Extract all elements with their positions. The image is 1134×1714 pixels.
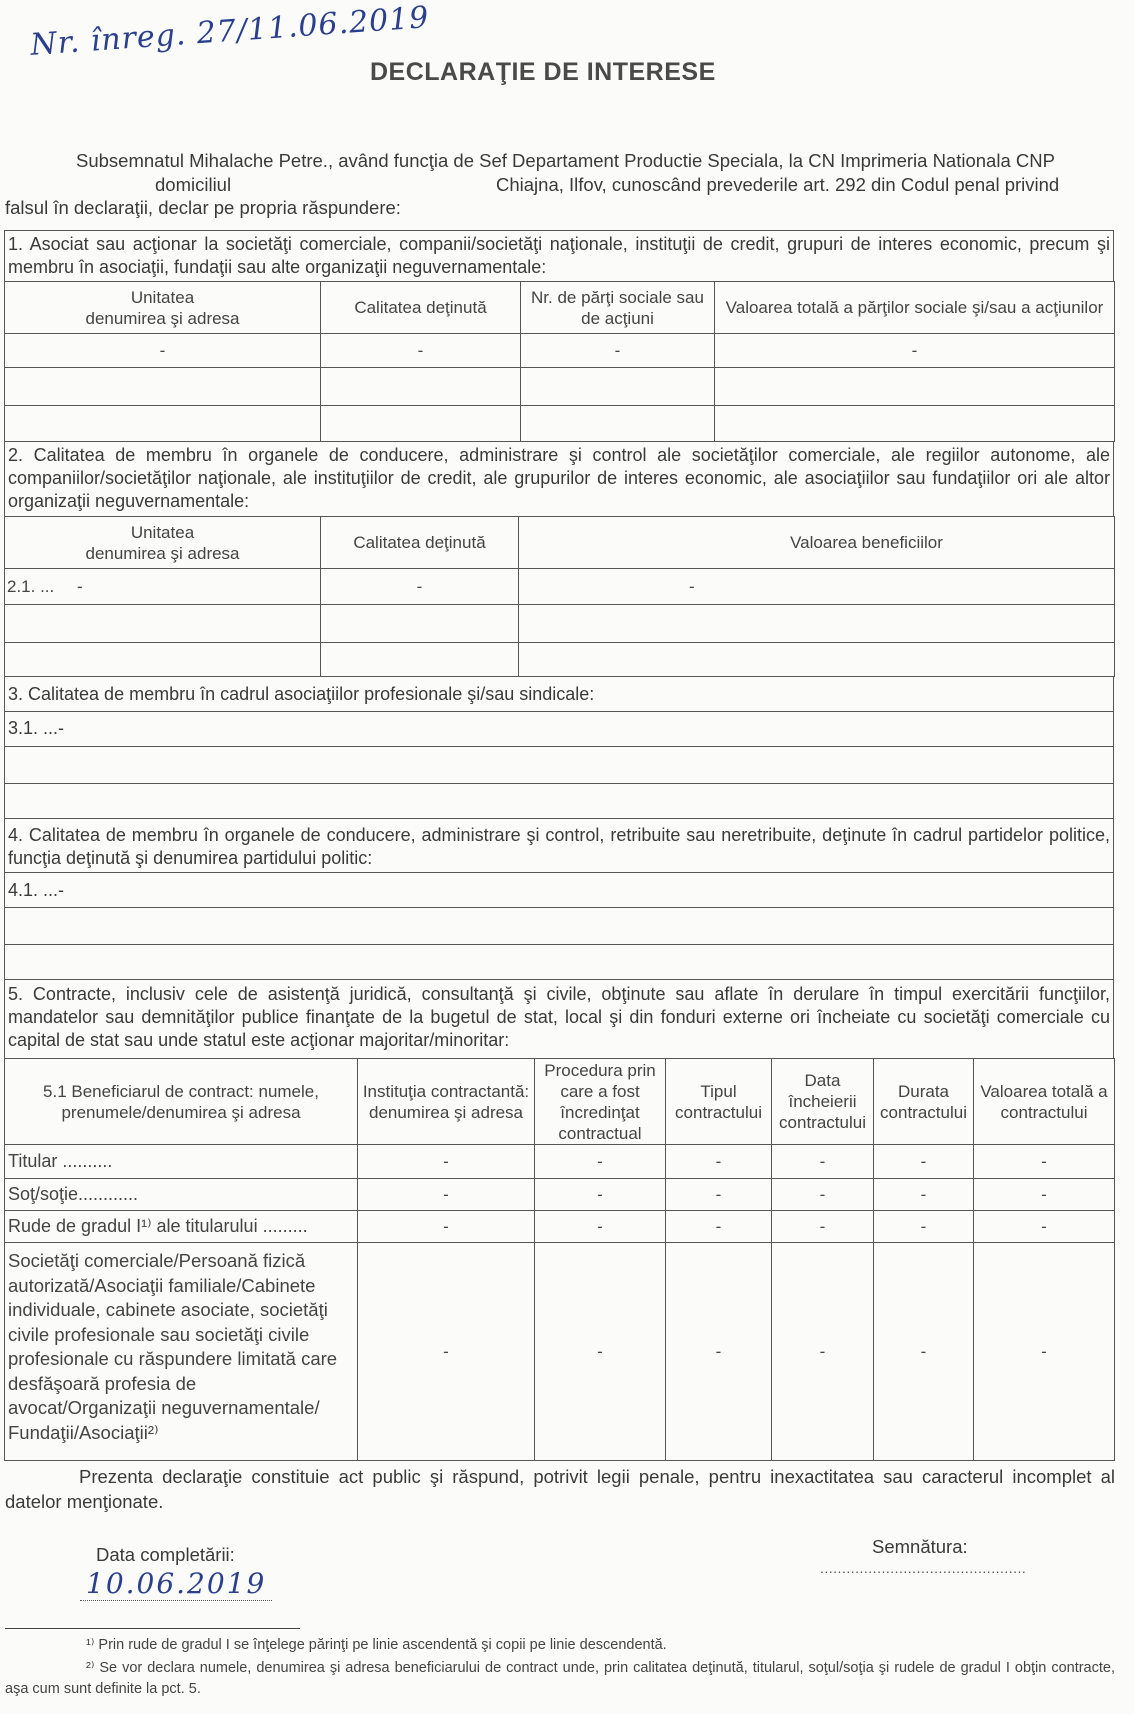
section-1-heading: 1. Asociat sau acţionar la societăţi comerciale, companii/societăţi naţionale, instituţii de credit, grupuri de interes economic, precum şi membru în asociaţii, fundaţii sau alte organizaţii neguvernamentale:	[4, 230, 1114, 282]
section-4-line-1: 4.1. ...-	[4, 872, 1114, 908]
s2-cell: -	[519, 569, 1115, 605]
s1-cell: -	[715, 334, 1115, 368]
section-5-heading: 5. Contracte, inclusiv cele de asistenţă juridică, consultanţă şi civile, obţinute sau aflate în derulare în timpul exercitării funcţiilor, mandatelor sau demnităţilor publice finanţate de la bugetul de stat, local şi din fonduri externe ori încheiate cu societăţi comerciale cu capital de stat sau unde statul este acţionar majoritar/minoritar:	[4, 979, 1114, 1059]
s1-cell	[715, 406, 1115, 442]
s2-cell	[519, 605, 1115, 643]
s1-cell	[521, 368, 715, 406]
s1-cell	[715, 368, 1115, 406]
s2-header-valoarea: Valoarea beneficiilor	[519, 517, 1115, 569]
s1-header-valoarea: Valoarea totală a părţilor sociale şi/sau a acţiunilor	[715, 282, 1115, 334]
s5-header-valoarea: Valoarea totală a contractului	[974, 1059, 1115, 1145]
s1-cell: -	[521, 334, 715, 368]
s5-cell: -	[874, 1179, 974, 1211]
s2-cell	[5, 569, 321, 605]
closing-statement: Prezenta declaraţie constituie act public şi răspund, potrivit legii penale, pentru inexactitatea sau caracterul incomplet al datelor menţionate.	[5, 1466, 1115, 1512]
s5-cell: -	[772, 1211, 874, 1243]
s5-row-label-sot: Soţ/soţie............	[5, 1179, 358, 1211]
s5-cell: -	[772, 1179, 874, 1211]
s5-cell: -	[772, 1243, 874, 1461]
s2-row-prefix: 2.1. ...	[7, 577, 55, 596]
s2-cell-value: -	[76, 577, 83, 596]
s5-cell: -	[666, 1179, 772, 1211]
s2-cell	[5, 605, 321, 643]
section-4-heading: 4. Calitatea de membru în organele de conducere, administrare şi control, retribuite sau neretribuite, deţinute în cadrul partidelor politice, funcţia deţinută şi denumirea partidului politic:	[4, 818, 1114, 873]
section-4-line-3	[4, 944, 1114, 980]
s5-cell: -	[974, 1145, 1115, 1179]
s5-cell: -	[358, 1145, 535, 1179]
section-4-line-2	[4, 907, 1114, 945]
s1-cell	[321, 368, 521, 406]
s5-cell: -	[535, 1243, 666, 1461]
s1-cell	[5, 368, 321, 406]
s2-header-calitatea: Calitatea deţinută	[321, 517, 519, 569]
footnote-2: ²⁾ Se vor declara numele, denumirea şi adresa beneficiarului de contract unde, prin calitatea deţinută, titularul, soţul/soţia şi rudele de gradul I obţin contracte, aşa cum sunt definite la pct. 5.	[5, 1660, 1115, 1697]
s2-header-unitatea: Unitatea denumirea şi adresa	[5, 517, 321, 569]
footnote-separator	[5, 1628, 300, 1629]
footnote-1: ¹⁾ Prin rude de gradul I se înţelege părinţi pe linie ascendentă şi copii pe linie descendentă.	[86, 1637, 667, 1653]
s5-cell: -	[772, 1145, 874, 1179]
s2-cell	[321, 643, 519, 677]
section-3-line-1: 3.1. ...-	[4, 711, 1114, 747]
s2-cell	[5, 643, 321, 677]
s5-row-label-societati: Societăţi comerciale/Persoană fizică autorizată/Asociaţii familiale/Cabinete individuale, cabinete asociate, societăţi civile profesionale sau societăţi civile profesionale cu răspundere limitată care desfăşoară profesia de avocat/Organizaţii neguvernamentale/ Fundaţii/Asociaţii²⁾	[5, 1243, 358, 1461]
s5-row-label-titular: Titular ..........	[5, 1145, 358, 1179]
s5-cell: -	[666, 1145, 772, 1179]
s5-cell: -	[974, 1211, 1115, 1243]
s1-header-calitatea: Calitatea deţinută	[321, 282, 521, 334]
s5-cell: -	[874, 1145, 974, 1179]
section-3-line-2	[4, 746, 1114, 784]
registration-note: Nr. înreg. 27/11.06.2019	[29, 0, 431, 63]
section-3-heading: 3. Calitatea de membru în cadrul asociaţiilor profesionale şi/sau sindicale:	[4, 676, 1114, 712]
s5-cell: -	[874, 1211, 974, 1243]
intro-line-2b: Chiajna, Ilfov, cunoscând prevederile art. 292 din Codul penal privind	[496, 174, 1060, 195]
s5-cell: -	[358, 1243, 535, 1461]
intro-line-3: falsul în declaraţii, declar pe propria răspundere:	[5, 197, 401, 218]
s2-cell	[321, 605, 519, 643]
s5-cell: -	[974, 1179, 1115, 1211]
s1-header-nr-parti: Nr. de părţi sociale sau de acţiuni	[521, 282, 715, 334]
s5-cell: -	[535, 1179, 666, 1211]
s5-cell: -	[874, 1243, 974, 1461]
s1-header-unitatea: Unitatea denumirea şi adresa	[5, 282, 321, 334]
section-2-heading: 2. Calitatea de membru în organele de conducere, administrare şi control ale societăţilor comerciale, ale regiilor autonome, ale companiilor/societăţilor naţionale, ale instituţiilor de credit, ale grupurilor de interes economic, ale asociaţiilor sau fundaţiilor ori ale altor organizaţii neguvernamentale:	[4, 441, 1114, 517]
s5-cell: -	[535, 1211, 666, 1243]
s5-cell: -	[535, 1145, 666, 1179]
signature-label: Semnătura:	[872, 1536, 968, 1557]
section-5-table	[4, 1058, 1115, 1461]
s1-cell: -	[321, 334, 521, 368]
date-value: 10.06.2019	[80, 1567, 272, 1601]
s5-header-beneficiar: 5.1 Beneficiarul de contract: numele, prenumele/denumirea şi adresa	[5, 1059, 358, 1145]
s2-cell: -	[321, 569, 519, 605]
s1-cell	[5, 406, 321, 442]
s5-cell: -	[666, 1243, 772, 1461]
section-3-line-3	[4, 783, 1114, 819]
s1-cell	[321, 406, 521, 442]
s5-header-data: Data încheierii contractului	[772, 1059, 874, 1145]
s5-cell: -	[666, 1211, 772, 1243]
s5-header-institutia: Instituţia contractantă: denumirea şi adresa	[358, 1059, 535, 1145]
s5-cell: -	[974, 1243, 1115, 1461]
s1-cell	[521, 406, 715, 442]
s5-header-durata: Durata contractului	[874, 1059, 974, 1145]
s5-header-tipul: Tipul contractului	[666, 1059, 772, 1145]
section-2-table	[4, 516, 1115, 677]
intro-line-2a: domiciliul	[155, 174, 232, 195]
s5-cell: -	[358, 1179, 535, 1211]
section-1-table	[4, 281, 1115, 442]
intro-line-1: Subsemnatul Mihalache Petre., având funcţia de Sef Departament Productie Speciala, la CN Imprimeria Nationala CNP	[76, 150, 1055, 171]
page-title: DECLARAŢIE DE INTERESE	[370, 58, 716, 86]
s5-cell: -	[358, 1211, 535, 1243]
date-label: Data completării:	[96, 1544, 235, 1565]
signature-line: ...............................................	[820, 1560, 1027, 1576]
s1-cell: -	[5, 334, 321, 368]
s2-cell	[519, 643, 1115, 677]
s5-row-label-rude: Rude de gradul I¹⁾ ale titularului .........	[5, 1211, 358, 1243]
s5-header-procedura: Procedura prin care a fost încredinţat contractual	[535, 1059, 666, 1145]
